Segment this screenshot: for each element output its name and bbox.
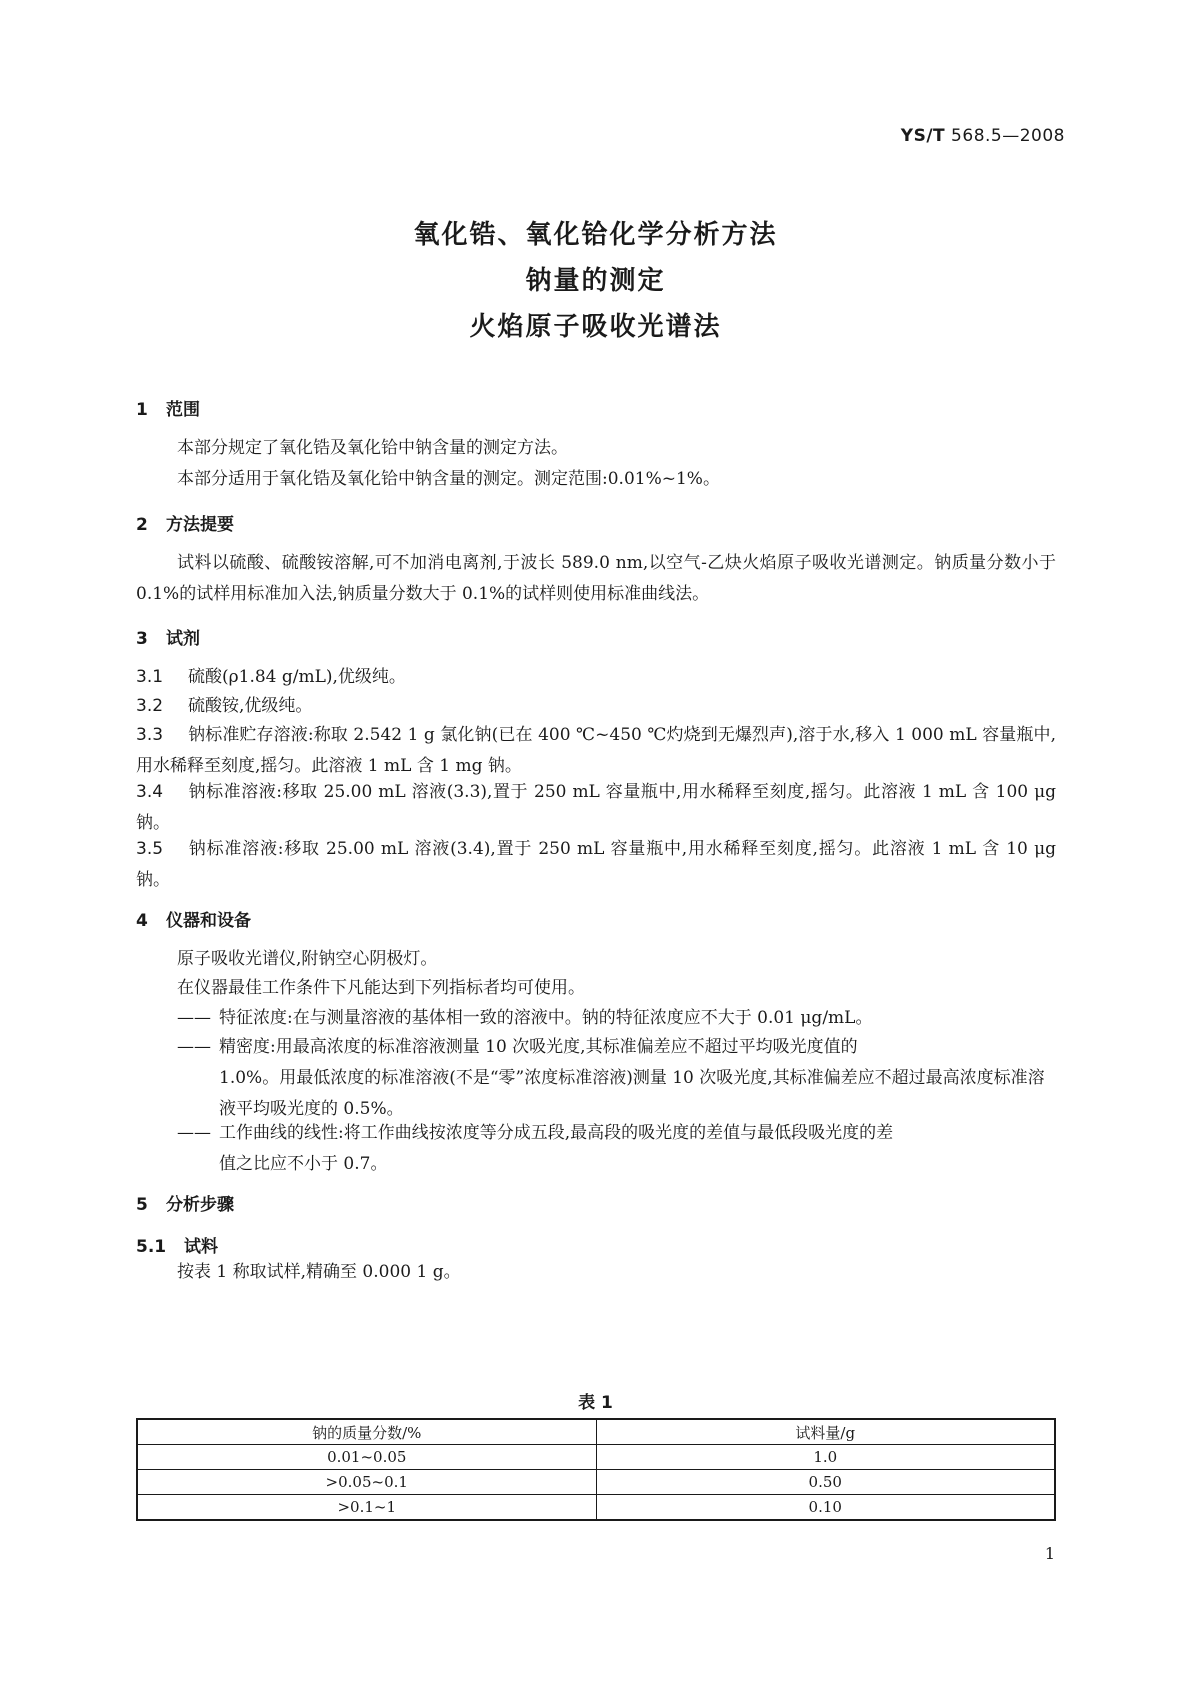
reagent-item: 3.4 钠标准溶液:移取 25.00 mL 溶液(3.3),置于 250 mL 容量瓶中,用水稀释至刻度,摇匀。此溶液 1 mL 含 100 μg 钠。 [136, 782, 1056, 833]
table-cell: 0.10 [596, 1495, 1055, 1521]
section-2-heading: 2 方法提要 [136, 515, 234, 535]
page-number: 1 [1044, 1544, 1055, 1563]
table-row [137, 1495, 1055, 1521]
section-2-para-1: 试料以硫酸、硫酸铵溶解,可不加消电离剂,于波长 589.0 nm,以空气-乙炔火焰原子吸收光谱测定。钠质量分数小于 0.1%的试样用标准加入法,钠质量分数大于 0.1%的试样则使用标准曲线法。 [136, 553, 1056, 604]
criteria-item: —— 精密度:用最高浓度的标准溶液测量 10 次吸光度,其标准偏差应不超过平均吸光度值的 1.0%。用最低浓度的标准溶液(不是“零”浓度标准溶液)测量 10 次吸光度,其标准偏差应不超过最高浓度标准溶液平均吸光度的 0.5%。 [177, 1037, 1045, 1119]
reagent-item: 3.2 硫酸铵,优级纯。 [136, 696, 313, 716]
table-cell: 0.50 [596, 1470, 1055, 1495]
section-4-para-1: 原子吸收光谱仪,附钠空心阴极灯。 [177, 949, 438, 969]
standard-code: YS/T 568.5—2008 [900, 126, 1065, 146]
table-cell: >0.1~1 [137, 1495, 596, 1521]
section-4-heading: 4 仪器和设备 [136, 911, 251, 931]
table-row [137, 1470, 1055, 1495]
table-cell: >0.05~0.1 [137, 1470, 596, 1495]
title-line-2: 钠量的测定 [525, 266, 666, 296]
table-header-row [137, 1419, 1055, 1445]
section-3-heading: 3 试剂 [136, 629, 200, 649]
reagent-item: 3.5 钠标准溶液:移取 25.00 mL 溶液(3.4),置于 250 mL 容量瓶中,用水稀释至刻度,摇匀。此溶液 1 mL 含 10 μg 钠。 [136, 839, 1056, 890]
table-cell: 0.01~0.05 [137, 1445, 596, 1470]
criteria-item: —— 特征浓度:在与测量溶液的基体相一致的溶液中。钠的特征浓度应不大于 0.01 μg/mL。 [177, 1008, 873, 1028]
section-4-para-2: 在仪器最佳工作条件下凡能达到下列指标者均可使用。 [177, 978, 585, 998]
section-5-1-para: 按表 1 称取试样,精确至 0.000 1 g。 [177, 1262, 461, 1282]
section-5-1-heading: 5.1 试料 [136, 1237, 218, 1257]
table-header-cell: 钠的质量分数/% [137, 1419, 596, 1445]
table-cell: 1.0 [596, 1445, 1055, 1470]
table-header-cell: 试料量/g [596, 1419, 1055, 1445]
section-1-heading: 1 范围 [136, 400, 200, 420]
title-line-1: 氧化锆、氧化铪化学分析方法 [413, 220, 778, 250]
table-1 [136, 1418, 1056, 1521]
section-1-para-2: 本部分适用于氧化锆及氧化铪中钠含量的测定。测定范围:0.01%~1%。 [177, 469, 720, 489]
table-row [137, 1445, 1055, 1470]
table-1-caption: 表 1 [578, 1393, 613, 1413]
criteria-item: —— 工作曲线的线性:将工作曲线按浓度等分成五段,最高段的吸光度的差值与最低段吸光度的差 值之比应不小于 0.7。 [177, 1123, 894, 1174]
reagent-item: 3.3 钠标准贮存溶液:称取 2.542 1 g 氯化钠(已在 400 ℃~450 ℃灼烧到无爆烈声),溶于水,移入 1 000 mL 容量瓶中,用水稀释至刻度,摇匀。此溶液 1 mL 含 1 mg 钠。 [136, 725, 1056, 776]
section-5-heading: 5 分析步骤 [136, 1195, 234, 1215]
title-line-3: 火焰原子吸收光谱法 [469, 312, 722, 342]
reagent-item: 3.1 硫酸(ρ1.84 g/mL),优级纯。 [136, 667, 406, 687]
section-1-para-1: 本部分规定了氧化锆及氧化铪中钠含量的测定方法。 [177, 438, 568, 458]
